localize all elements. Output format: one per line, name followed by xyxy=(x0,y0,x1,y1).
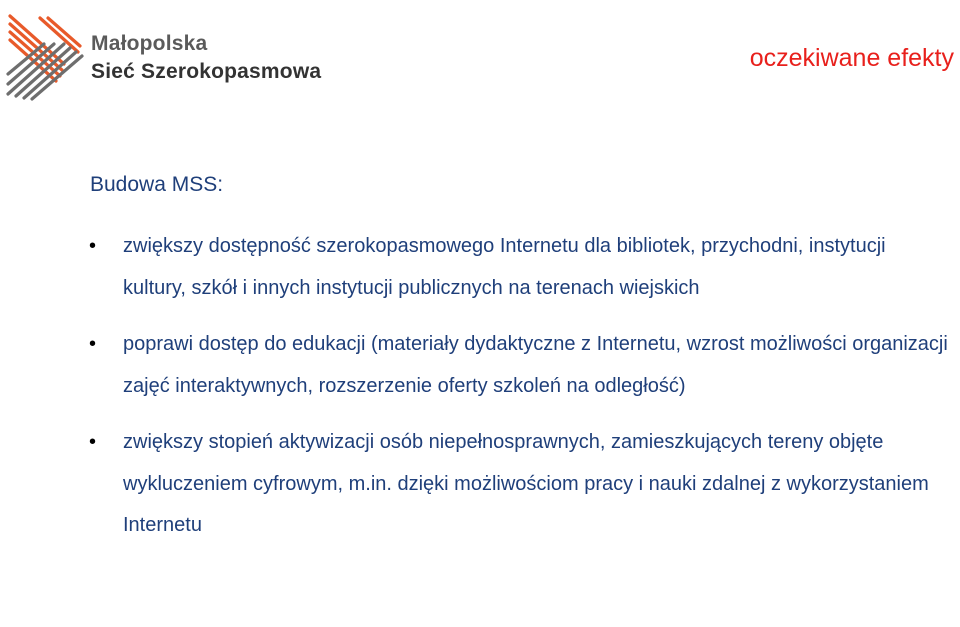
bullet-list xyxy=(82,226,952,562)
bullet-text: zwiększy stopień aktywizacji osób niepełnosprawnych, zamieszkujących tereny objęte wykluczeniem cyfrowym, m.in. dzięki możliwościom pracy i nauki zdalnej z wykorzystaniem Internetu xyxy=(123,431,929,536)
bullet-item-3 xyxy=(82,422,952,547)
bullet-item-2 xyxy=(82,324,952,407)
logo xyxy=(4,4,334,104)
logo-text-line2: Sieć Szerokopasmowa xyxy=(91,60,322,83)
bullet-item-1 xyxy=(82,226,952,309)
bullet-icon: • xyxy=(89,235,97,257)
bullet-icon: • xyxy=(89,431,97,453)
bullet-text: poprawi dostęp do edukacji (materiały dydaktyczne z Internetu, wzrost możliwości organizacji zajęć interaktywnych, rozszerzenie oferty szkoleń na odległość) xyxy=(123,333,948,397)
msb-stripes-logo-icon xyxy=(4,4,88,102)
bullet-text: zwiększy dostępność szerokopasmowego Internetu dla bibliotek, przychodni, instytucji kultury, szkół i innych instytucji publicznych na terenach wiejskich xyxy=(123,235,886,299)
section-heading: Budowa MSS: xyxy=(90,173,224,196)
logo-text-line1: Małopolska xyxy=(91,32,208,55)
bullet-icon: • xyxy=(89,333,97,355)
slide-title: oczekiwane efekty xyxy=(749,44,954,72)
